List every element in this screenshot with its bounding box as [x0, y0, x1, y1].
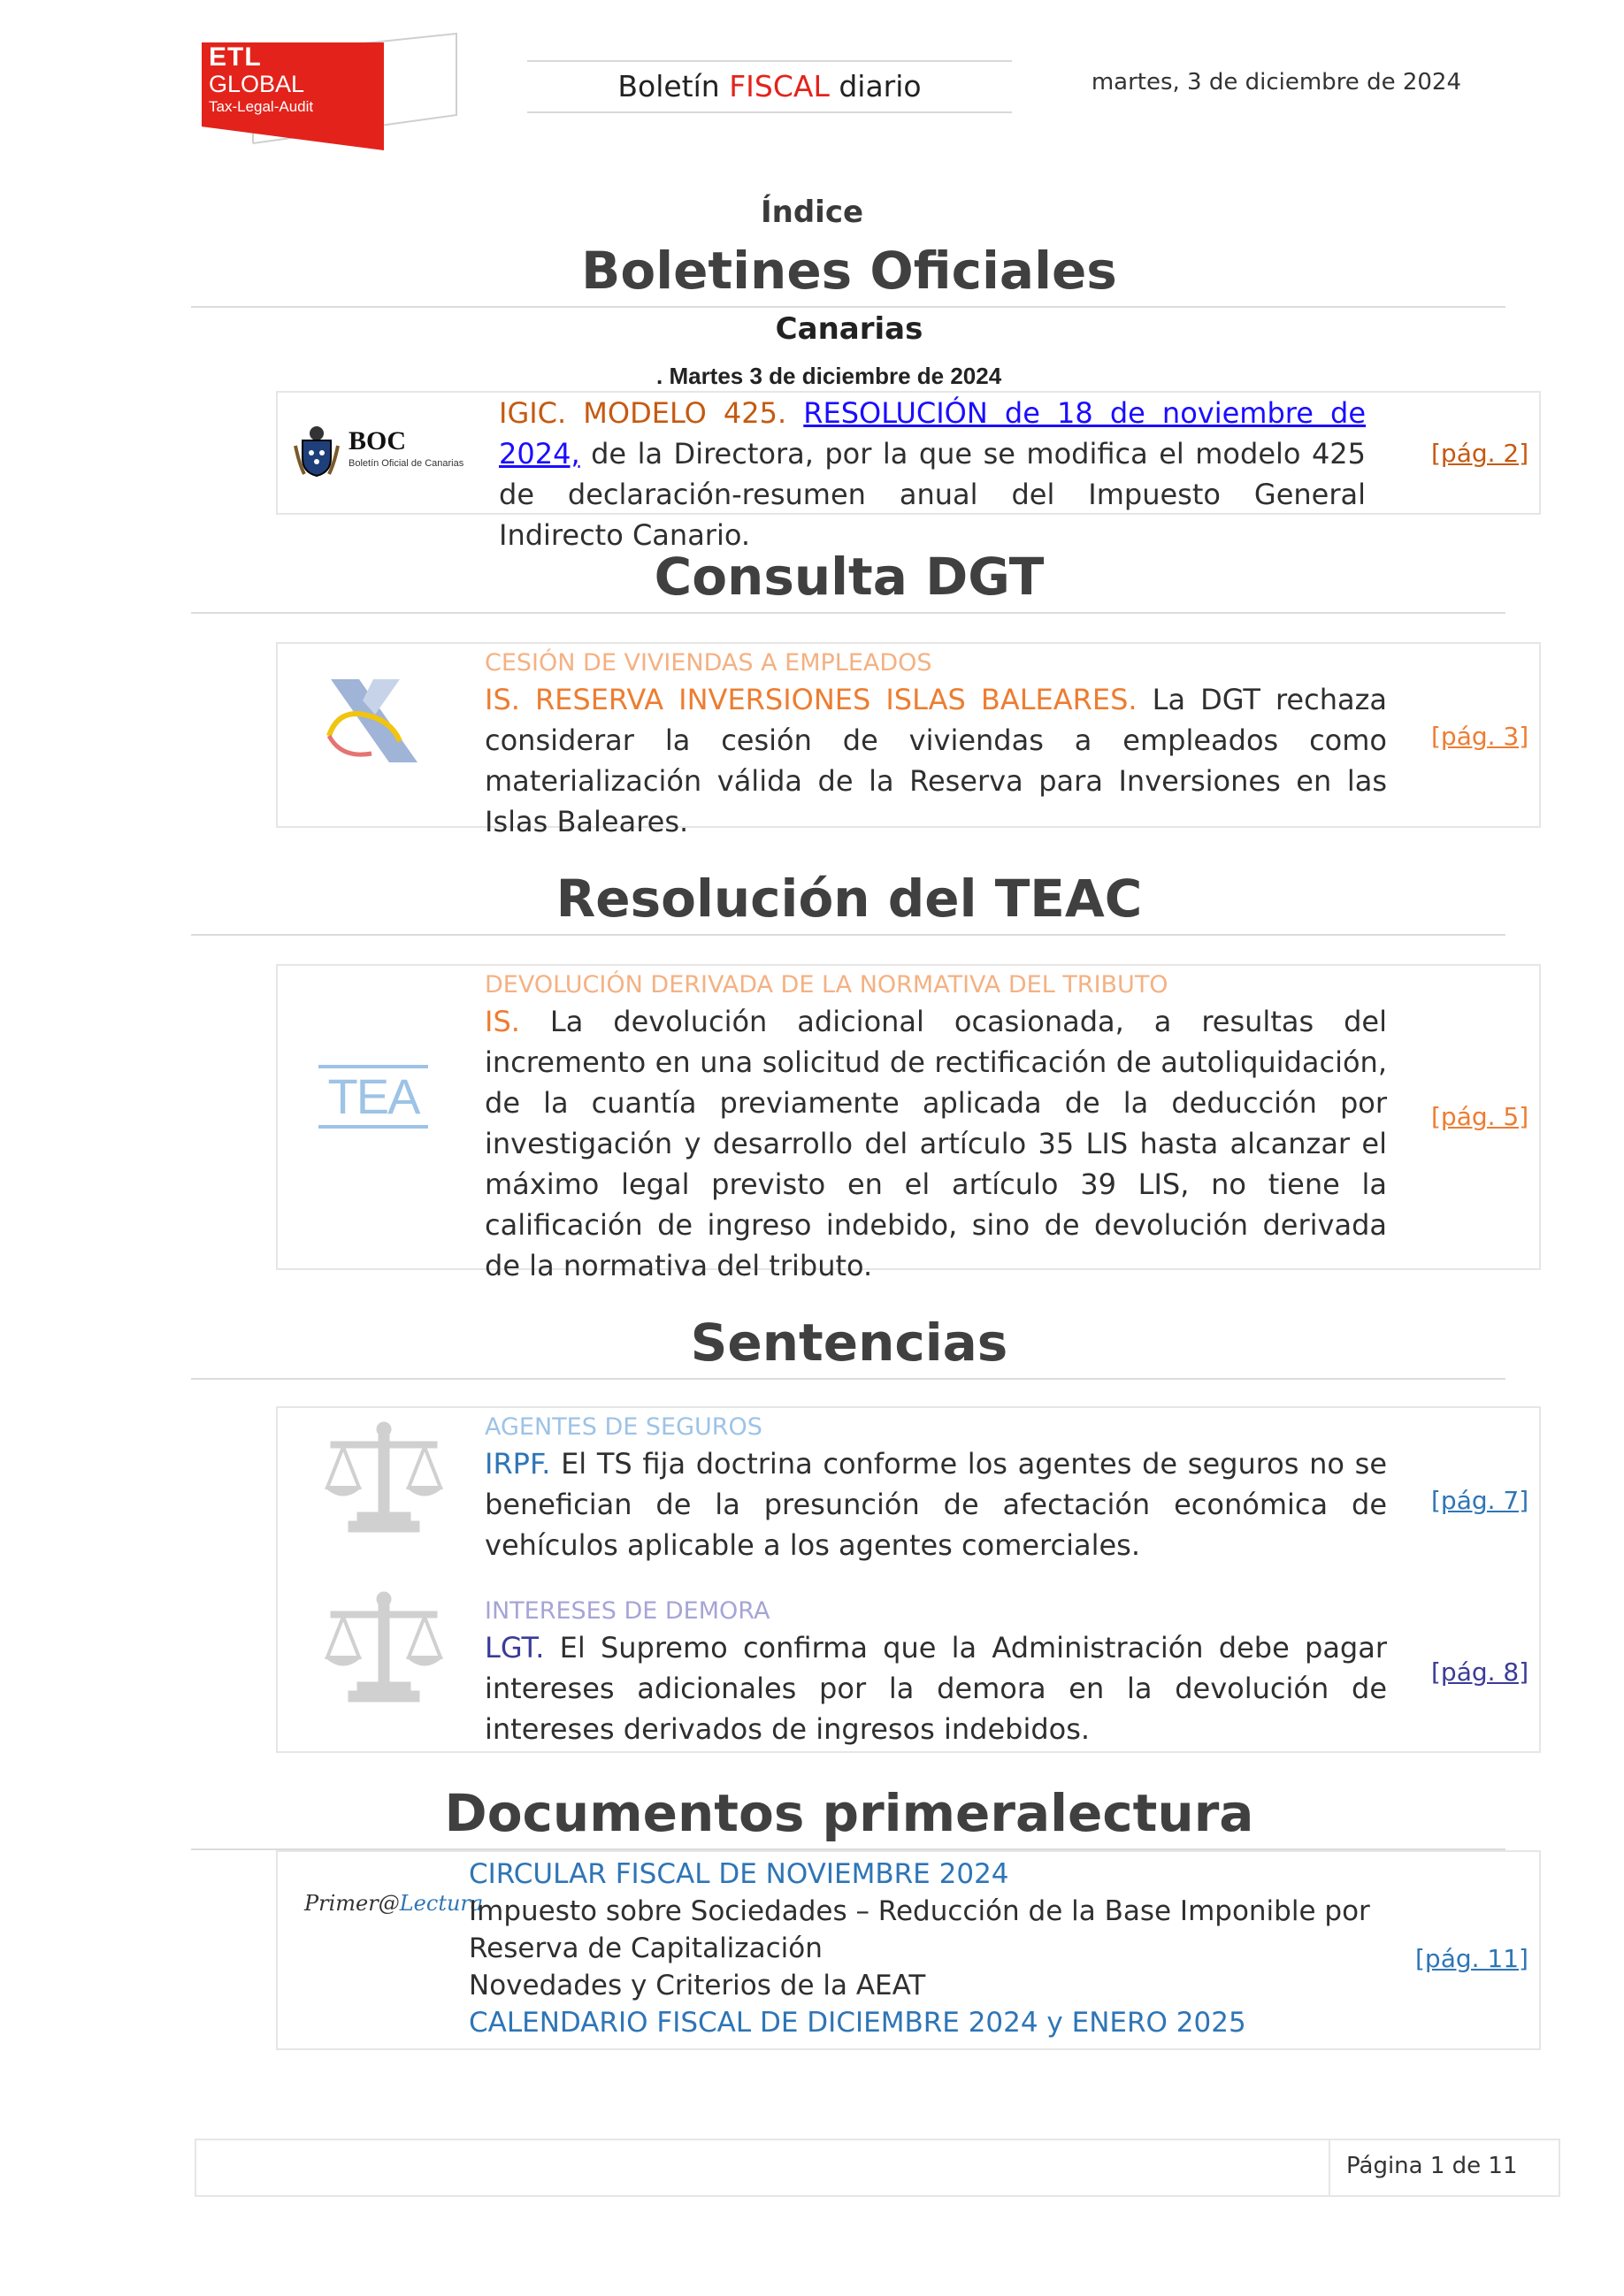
logo-global: GLOBAL	[209, 71, 305, 97]
scales-of-justice-icon	[322, 1420, 446, 1535]
sentencia1-page-link[interactable]: [pág. 7]	[1431, 1486, 1529, 1515]
region-heading: Canarias	[775, 311, 923, 347]
sentencias-entry-box	[276, 1406, 1541, 1753]
teac-entry-text	[485, 1001, 1387, 1286]
logo-etl: ETL	[209, 42, 262, 72]
bulletin-suffix: diario	[829, 69, 922, 103]
logo-tagline: Tax-Legal-Audit	[209, 98, 314, 115]
bulletin-title	[527, 60, 1012, 113]
section-divider	[191, 934, 1505, 936]
primeralectura-heading1: CIRCULAR FISCAL DE NOVIEMBRE 2024	[469, 1858, 1009, 1890]
primeralectura-logo-a: Primer@	[304, 1891, 400, 1916]
index-heading: Índice	[760, 195, 864, 230]
bulletin-prefix: Boletín	[617, 69, 730, 103]
primeralectura-heading2: CALENDARIO FISCAL DE DICIEMBRE 2024 y ENERO 2025	[469, 2007, 1246, 2039]
section-divider	[191, 1378, 1505, 1380]
boc-entry-text	[499, 393, 1366, 555]
boc-logo-subtitle: Boletín Oficial de Canarias	[349, 458, 464, 469]
primeralectura-entry-box	[276, 1850, 1541, 2050]
page-number: Página 1 de 11	[1346, 2153, 1518, 2179]
boc-logo-title: BOC	[349, 426, 407, 455]
boc-entry-tag: IGIC. MODELO 425.	[499, 396, 804, 430]
dgt-category: CESIÓN DE VIVIENDAS A EMPLEADOS	[485, 649, 932, 677]
aeat-logo-icon	[322, 674, 428, 771]
sentencia1-body: El TS fija doctrina conforme los agentes de seguros no se benefician de la presunción de afectación económica de vehículos aplicable a los agentes comerciales.	[485, 1447, 1387, 1562]
boc-page-link[interactable]: [pág. 2]	[1431, 439, 1529, 468]
sentencia2-body: El Supremo confirma que la Administración debe pagar intereses adicionales por la demora en la devolución de intereses derivados de ingresos indebidos.	[485, 1631, 1387, 1746]
dgt-entry-text	[485, 679, 1387, 842]
primeralectura-page-link[interactable]: [pág. 11]	[1415, 1944, 1528, 1973]
canarias-shield-icon	[292, 425, 341, 478]
teac-category: DEVOLUCIÓN DERIVADA DE LA NORMATIVA DEL TRIBUTO	[485, 971, 1168, 999]
primeralectura-logo	[304, 1891, 483, 1916]
section-title-dgt: Consulta DGT	[654, 547, 1045, 607]
section-divider	[191, 306, 1505, 308]
section-divider	[191, 612, 1505, 614]
dgt-page-link[interactable]: [pág. 3]	[1431, 722, 1529, 751]
section-title-sentencias: Sentencias	[690, 1313, 1008, 1373]
section-title-teac: Resolución del TEAC	[555, 869, 1143, 929]
sentencia1-tag: IRPF.	[485, 1447, 551, 1481]
boc-entry-text-b: la Directora, por la que se modifica el modelo 425 de declaración-resumen anual del Impuesto General Indirecto Canario.	[499, 437, 1367, 552]
scales-of-justice-icon	[322, 1590, 446, 1705]
section-title-boletines: Boletines Oficiales	[581, 241, 1117, 301]
teac-logo: TEA	[318, 1065, 428, 1129]
boc-resolution-link[interactable]: RESOLUCIÓN de 18 de noviembre de 2024,	[499, 396, 1367, 471]
sentencia2-page-link[interactable]: [pág. 8]	[1431, 1657, 1529, 1687]
sentencia2-text	[485, 1627, 1387, 1749]
footer-divider	[1329, 2140, 1330, 2195]
bulletin-highlight: FISCAL	[729, 69, 830, 103]
sentencia1-text	[485, 1443, 1387, 1565]
boc-entry-box	[276, 391, 1541, 552]
dgt-entry-body: La DGT rechaza considerar la cesión de viviendas a empleados como materialización válida de la Reserva para Inversiones en las Islas Baleares.	[485, 683, 1388, 838]
boc-logo	[292, 425, 469, 486]
sentencia1-category: AGENTES DE SEGUROS	[485, 1413, 762, 1441]
primeralectura-content	[469, 1856, 1380, 2041]
footer-box	[195, 2139, 1560, 2197]
teac-entry-box	[276, 964, 1541, 1282]
teac-entry-body: La devolución adicional ocasionada, a resultas del incremento en una solicitud de rectificación de autoliquidación, de la cuantía previamente aplicada de la deducción por investigación y desarrollo del artículo 35 LIS hasta alcanzar el máximo legal previsto en el artículo 39 LIS, no tiene la calificación de ingreso indebido, sino de devolución derivada de la normativa del tributo.	[485, 1005, 1387, 1282]
bulletin-date-line: . Martes 3 de diciembre de 2024	[656, 363, 1002, 389]
dgt-entry-box	[276, 642, 1541, 838]
sentencia2-category: INTERESES DE DEMORA	[485, 1597, 770, 1625]
primeralectura-line1: Impuesto sobre Sociedades – Reducción de la Base Imponible por Reserva de Capitalización	[469, 1895, 1370, 1964]
header-date: martes, 3 de diciembre de 2024	[1091, 69, 1461, 96]
dgt-entry-tag: IS. RESERVA INVERSIONES ISLAS BALEARES.	[485, 683, 1138, 716]
etl-logo-text	[209, 44, 313, 114]
boc-entry-text-a: de	[579, 437, 627, 471]
sentencia2-tag: LGT.	[485, 1631, 545, 1665]
teac-page-link[interactable]: [pág. 5]	[1431, 1102, 1529, 1131]
section-title-primeralectura: Documentos primeralectura	[444, 1783, 1254, 1843]
primeralectura-line2: Novedades y Criterios de la AEAT	[469, 1970, 926, 2001]
teac-entry-tag: IS.	[485, 1005, 520, 1038]
primeralectura-logo-b: Lectura	[399, 1891, 484, 1916]
